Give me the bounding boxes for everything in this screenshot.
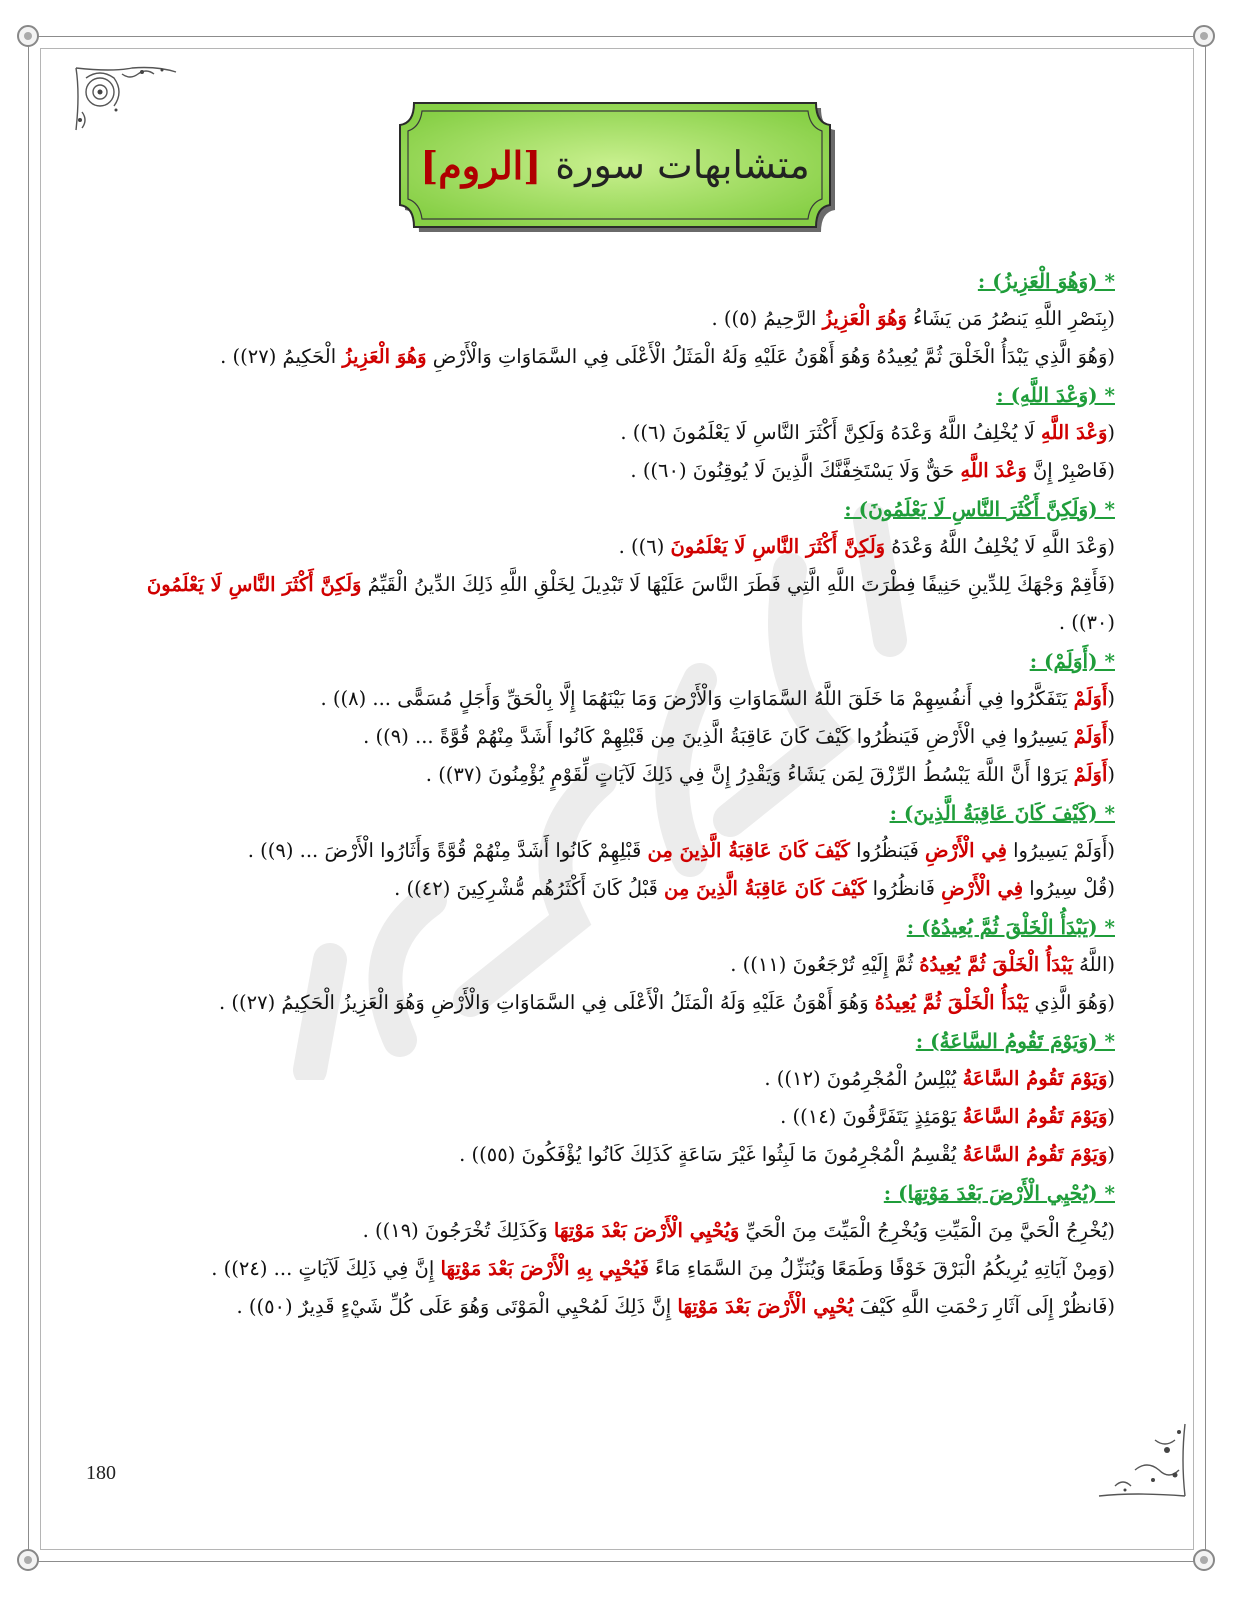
verse-text: لَا يُخْلِفُ اللَّهُ وَعْدَهُ وَلَكِنَّ أَكْثَرَ النَّاسِ لَا يَعْلَمُونَ (٦)) .	[620, 421, 1042, 444]
verse-line	[115, 946, 1115, 984]
section-heading	[115, 794, 1115, 832]
verse-text: (	[1107, 1105, 1115, 1128]
highlighted-phrase: وَهُوَ الْعَزِيزُ	[822, 307, 907, 330]
highlighted-phrase: أَوَلَمْ	[1073, 725, 1108, 748]
floral-ornament-bottom-right	[1095, 1420, 1190, 1500]
verse-text: (٣٠)) .	[1058, 611, 1115, 634]
verse-line	[115, 1212, 1115, 1250]
highlighted-phrase: أَوَلَمْ	[1073, 763, 1108, 786]
verse-text: فَانظُرُوا	[866, 877, 942, 900]
floral-ornament-top-left	[72, 64, 182, 134]
highlighted-phrase: فِي الْأَرْضِ	[941, 877, 1024, 900]
section-heading	[115, 908, 1115, 946]
verse-line	[115, 756, 1115, 794]
verse-text: يُقْسِمُ الْمُجْرِمُونَ مَا لَبِثُوا غَيْرَ سَاعَةٍ كَذَلِكَ كَانُوا يُؤْفَكُونَ (٥٥)) .	[459, 1143, 963, 1166]
verse-text: وَكَذَلِكَ تُخْرَجُونَ (١٩)) .	[362, 1219, 554, 1242]
page-title	[392, 95, 838, 235]
section-heading	[115, 262, 1115, 300]
highlighted-phrase: وَيَوْمَ تَقُومُ السَّاعَةُ	[962, 1105, 1108, 1128]
verse-line	[115, 566, 1115, 642]
verse-text: يَوْمَئِذٍ يَتَفَرَّقُونَ (١٤)) .	[780, 1105, 963, 1128]
similar-verses-list	[115, 262, 1115, 1326]
verse-text: الرَّحِيمُ (٥)) .	[711, 307, 823, 330]
title-prefix: متشابهات سورة	[555, 143, 810, 187]
verse-text: (اللَّهُ	[1072, 953, 1115, 976]
highlighted-phrase: يُحْيِي الْأَرْضَ بَعْدَ مَوْتِهَا	[677, 1295, 854, 1318]
verse-text: ثُمَّ إِلَيْهِ تُرْجَعُونَ (١١)) .	[730, 953, 920, 976]
verse-line	[115, 1136, 1115, 1174]
verse-text: حَقٌّ وَلَا يَسْتَخِفَّنَّكَ الَّذِينَ لَا يُوقِنُونَ (٦٠)) .	[630, 459, 961, 482]
corner-ornament-top-right	[1193, 25, 1215, 47]
verse-text: يُبْلِسُ الْمُجْرِمُونَ (١٢)) .	[764, 1067, 963, 1090]
verse-line	[115, 832, 1115, 870]
verse-text: (	[1107, 687, 1115, 710]
verse-text: يَسِيرُوا فِي الْأَرْضِ فَيَنظُرُوا كَيْفَ كَانَ عَاقِبَةُ الَّذِينَ مِن قَبْلِهِمْ كَانُوا أَشَدَّ مِنْهُمْ قُوَّةً ... (٩)) .	[363, 725, 1074, 748]
verse-line	[115, 338, 1115, 376]
verse-line	[115, 1288, 1115, 1326]
section-heading	[115, 642, 1115, 680]
highlighted-phrase: وَيَوْمَ تَقُومُ السَّاعَةُ	[962, 1067, 1108, 1090]
highlighted-phrase: وَيُحْيِي الْأَرْضَ بَعْدَ مَوْتِهَا	[553, 1219, 740, 1242]
verse-line	[115, 870, 1115, 908]
verse-text: (وَهُوَ الَّذِي يَبْدَأُ الْخَلْقَ ثُمَّ يُعِيدُهُ وَهُوَ أَهْوَنُ عَلَيْهِ وَلَهُ الْمَثَلُ الْأَعْلَى فِي السَّمَاوَاتِ وَالْأَرْضِ	[426, 345, 1115, 368]
verse-line	[115, 1060, 1115, 1098]
highlighted-phrase: فِي الْأَرْضِ	[925, 839, 1007, 862]
verse-text: (	[1107, 1067, 1115, 1090]
section-heading	[115, 490, 1115, 528]
highlighted-phrase: كَيْفَ كَانَ عَاقِبَةُ الَّذِينَ مِن	[647, 839, 850, 862]
verse-line	[115, 1250, 1115, 1288]
corner-ornament-bottom-right	[1193, 1549, 1215, 1571]
verse-text: وَهُوَ أَهْوَنُ عَلَيْهِ وَلَهُ الْمَثَلُ الْأَعْلَى فِي السَّمَاوَاتِ وَالْأَرْضِ وَهُوَ الْعَزِيزُ الْحَكِيمُ (٢٧)) .	[218, 991, 875, 1014]
highlighted-phrase: أَوَلَمْ	[1073, 687, 1108, 710]
verse-text: (	[1107, 421, 1115, 444]
verse-text: يَتَفَكَّرُوا فِي أَنفُسِهِمْ مَا خَلَقَ اللَّهُ السَّمَاوَاتِ وَالْأَرْضَ وَمَا بَيْنَهُمَا إِلَّا بِالْحَقِّ وَأَجَلٍ مُسَمًّى ... (٨)) .	[320, 687, 1074, 710]
page-number: 180	[86, 1462, 116, 1484]
highlighted-phrase: فَيُحْيِي بِهِ الْأَرْضَ بَعْدَ مَوْتِهَا	[440, 1257, 649, 1280]
section-heading-text: * (يُحْيِي الْأَرْضَ بَعْدَ مَوْتِهَا) :	[883, 1181, 1115, 1205]
section-heading	[115, 1174, 1115, 1212]
title-banner	[392, 95, 838, 235]
section-heading-text: * (وَلَكِنَّ أَكْثَرَ النَّاسِ لَا يَعْلَمُونَ) :	[844, 497, 1115, 521]
verse-text: فَيَنظُرُوا	[849, 839, 926, 862]
verse-text: إِنَّ فِي ذَلِكَ لَآيَاتٍ ... (٢٤)) .	[211, 1257, 441, 1280]
highlighted-phrase: يَبْدَأُ الْخَلْقَ ثُمَّ يُعِيدُهُ	[874, 991, 1029, 1014]
section-heading-text: * (كَيْفَ كَانَ عَاقِبَةُ الَّذِينَ) :	[889, 801, 1115, 825]
section-heading-text: * (وَهُوَ الْعَزِيزُ) :	[977, 269, 1115, 293]
verse-text: (٦)) .	[618, 535, 671, 558]
verse-text: يَرَوْا أَنَّ اللَّهَ يَبْسُطُ الرِّزْقَ لِمَن يَشَاءُ وَيَقْدِرُ إِنَّ فِي ذَلِكَ لَآيَاتٍ لِّقَوْمٍ يُؤْمِنُونَ (٣٧)) .	[425, 763, 1074, 786]
highlighted-phrase: وَعْدَ اللَّهِ	[1041, 421, 1108, 444]
highlighted-phrase: وَهُوَ الْعَزِيزُ	[342, 345, 427, 368]
verse-line	[115, 1098, 1115, 1136]
verse-line	[115, 414, 1115, 452]
highlighted-phrase: وَيَوْمَ تَقُومُ السَّاعَةُ	[962, 1143, 1108, 1166]
section-heading-text: * (وَعْدَ اللَّهِ) :	[996, 383, 1115, 407]
verse-line	[115, 680, 1115, 718]
highlighted-phrase: وَلَكِنَّ أَكْثَرَ النَّاسِ لَا يَعْلَمُونَ	[146, 573, 362, 596]
verse-line	[115, 984, 1115, 1022]
highlighted-phrase: وَعْدَ اللَّهِ	[960, 459, 1027, 482]
section-heading	[115, 376, 1115, 414]
verse-text: (	[1107, 1143, 1115, 1166]
corner-ornament-bottom-left	[17, 1549, 39, 1571]
verse-text: (	[1107, 725, 1115, 748]
section-heading-text: * (وَيَوْمَ تَقُومُ السَّاعَةُ) :	[915, 1029, 1115, 1053]
highlighted-phrase: يَبْدَأُ الْخَلْقَ ثُمَّ يُعِيدُهُ	[919, 953, 1073, 976]
verse-text: الْحَكِيمُ (٢٧)) .	[220, 345, 343, 368]
verse-text: (أَوَلَمْ يَسِيرُوا	[1006, 839, 1115, 862]
verse-text: (فَاصْبِرْ إِنَّ	[1026, 459, 1115, 482]
corner-ornament-top-left	[17, 25, 39, 47]
verse-text: (بِنَصْرِ اللَّهِ يَنصُرُ مَن يَشَاءُ	[906, 307, 1115, 330]
title-surah-name: [الروم]	[420, 142, 542, 188]
verse-text: (فَأَقِمْ وَجْهَكَ لِلدِّينِ حَنِيفًا فِطْرَتَ اللَّهِ الَّتِي فَطَرَ النَّاسَ عَلَيْهَا لَا تَبْدِيلَ لِخَلْقِ اللَّهِ ذَلِكَ الدِّينُ الْقَيِّمُ	[361, 573, 1115, 596]
verse-text: (وَعْدَ اللَّهِ لَا يُخْلِفُ اللَّهُ وَعْدَهُ	[885, 535, 1115, 558]
verse-text: (	[1107, 763, 1115, 786]
verse-line	[115, 300, 1115, 338]
highlighted-phrase: كَيْفَ كَانَ عَاقِبَةُ الَّذِينَ مِن	[664, 877, 867, 900]
verse-text: قَبْلُ كَانَ أَكْثَرُهُم مُّشْرِكِينَ (٤٢)) .	[394, 877, 665, 900]
verse-text: (فَانظُرْ إِلَى آثَارِ رَحْمَتِ اللَّهِ كَيْفَ	[853, 1295, 1115, 1318]
verse-text: قَبْلِهِمْ كَانُوا أَشَدَّ مِنْهُمْ قُوَّةً وَأَثَارُوا الْأَرْضَ ... (٩)) .	[247, 839, 648, 862]
verse-line	[115, 452, 1115, 490]
section-heading	[115, 1022, 1115, 1060]
verse-text: إِنَّ ذَلِكَ لَمُحْيِي الْمَوْتَى وَهُوَ عَلَى كُلِّ شَيْءٍ قَدِيرٌ (٥٠)) .	[236, 1295, 678, 1318]
verse-text: (يُخْرِجُ الْحَيَّ مِنَ الْمَيِّتِ وَيُخْرِجُ الْمَيِّتَ مِنَ الْحَيِّ	[739, 1219, 1115, 1242]
highlighted-phrase: وَلَكِنَّ أَكْثَرَ النَّاسِ لَا يَعْلَمُونَ	[670, 535, 886, 558]
section-heading-text: * (أَوَلَمْ) :	[1029, 649, 1115, 673]
verse-text: (قُلْ سِيرُوا	[1023, 877, 1115, 900]
verse-line	[115, 528, 1115, 566]
verse-text: (وَمِنْ آيَاتِهِ يُرِيكُمُ الْبَرْقَ خَوْفًا وَطَمَعًا وَيُنَزِّلُ مِنَ السَّمَاءِ مَاءً	[648, 1257, 1115, 1280]
verse-text: (وَهُوَ الَّذِي	[1028, 991, 1115, 1014]
section-heading-text: * (يَبْدَأُ الْخَلْقَ ثُمَّ يُعِيدُهُ) :	[906, 915, 1115, 939]
verse-line	[115, 718, 1115, 756]
